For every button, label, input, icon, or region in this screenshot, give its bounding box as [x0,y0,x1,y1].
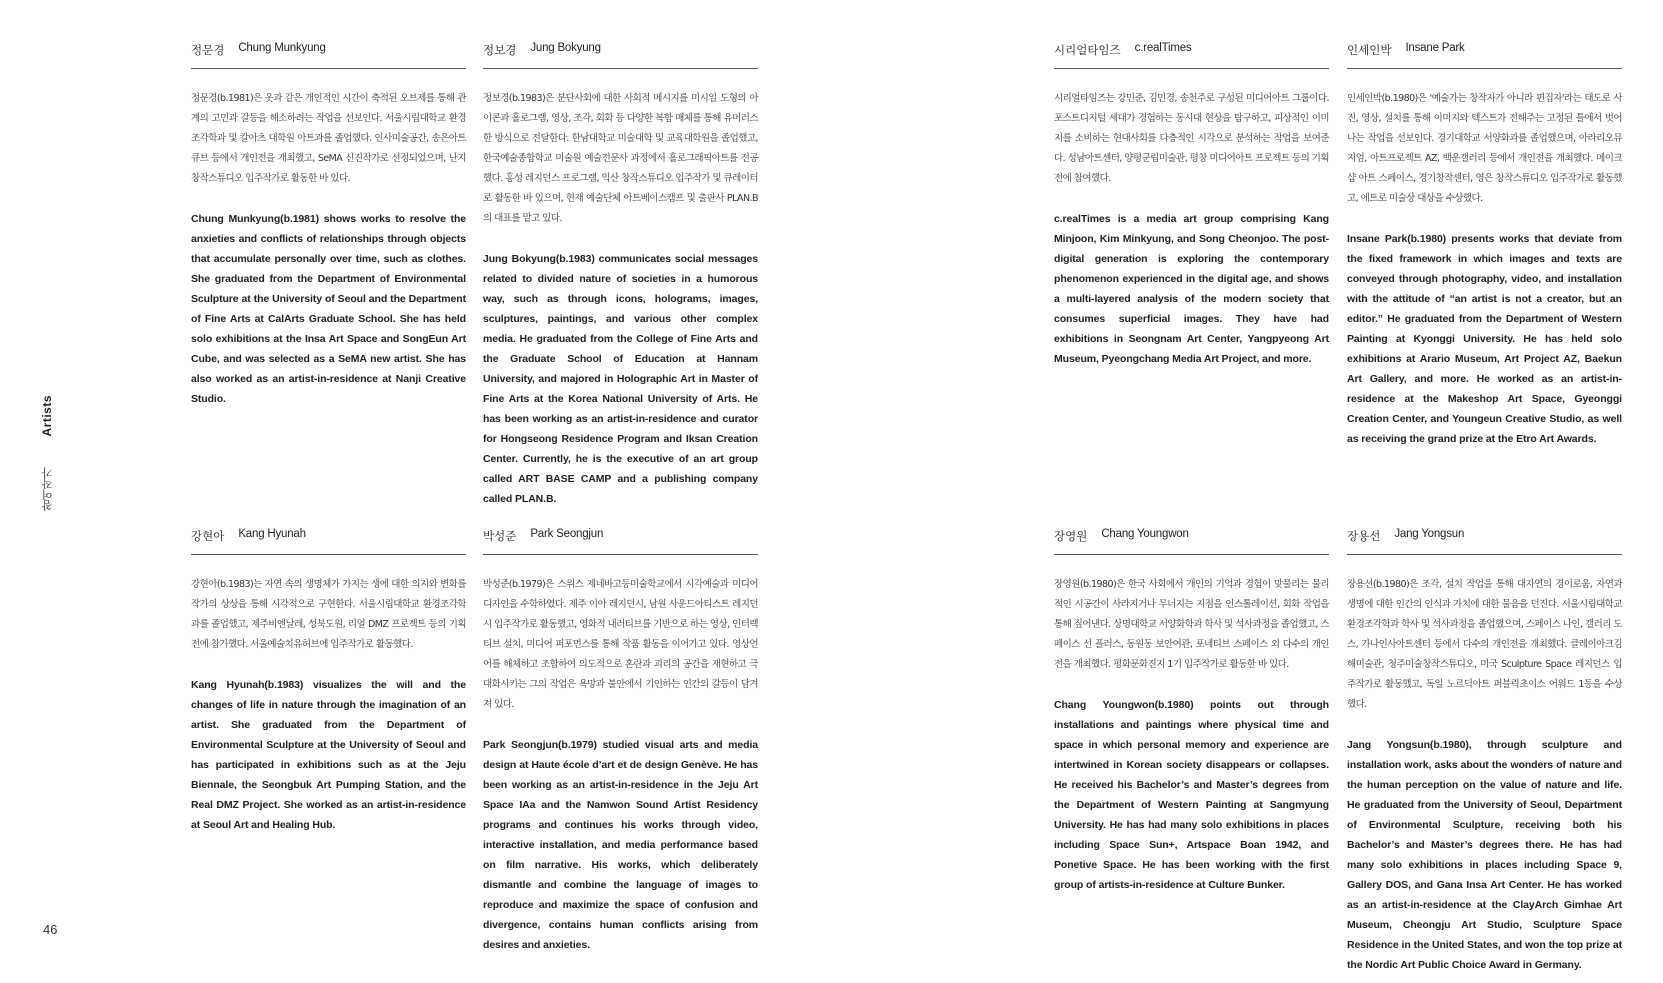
artist-bio-en: c.realTimes is a media art group comprising Kang Minjoon, Kim Minkyung, and Song Cheonjoo. The post-digital generation is exploring the contemporary phenomenon experienced in the digital age, and shows a multi-layered analysis of the modern society that consumes superficial images. They have had exhibitions in Seongnam Art Center, Yangpyeong Art Museum, Pyeongchang Media Art Project, and more. [1054,213,1329,365]
section-title-en: Artists [40,395,54,437]
artist-bio-ko: 장영원(b.1980)은 한국 사회에서 개인의 기억과 경험이 맞물리는 물리적인 시공간이 사라지거나 무너지는 지점을 인스톨레이션, 회화 작업을 통해 짚어낸다. 상명대학교 서양화학과 학사 및 석사과정을 졸업했고, 스페이스 선 플러스, 동원동 보안여관, 포네티브 스페이스 외 다수의 개인전을 개최했다. 평화문화진지 1기 입주작가로 활동한 바 있다. [1054,579,1329,670]
artist-name-ko: 장영원 [1054,529,1088,543]
artist-bio-en: Jang Yongsun(b.1980), through sculpture and installation work, asks about the wonders of nature and the human perception on the value of nature and life. He graduated from the University of Seoul, Department of Environmental Sculpture, receiving both his Bachelor’s and Master’s degrees there. He has had many solo exhibitions in places including Space 9, Gallery DOS, and Gana Insa Art Center. He has worked as an artist-in-residence at the ClayArch Gimhae Art Museum, Cheongju Art Studio, Sculpture Space Residence in the United States, and won the top prize at the Nordic Art Public Choice Award in Germany. [1347,739,1622,971]
artist-bio-ko: 정문경(b.1981)은 옷과 같은 개인적인 시간이 축적된 오브제를 통해 관계의 고민과 갈등을 해소하려는 작업을 선보인다. 서울시립대학교 환경조각학과 및 칼아츠 대학원 아트과를 졸업했다. 인사미술공간, 송은아트큐브 등에서 개인전을 개최했고, SeMA 신진작가로 선정되었으며, 난지창작스튜디오 입주작가로 활동한 바 있다. [191,93,466,184]
artist-name-ko: 인세인박 [1347,43,1392,57]
artist-heading [1347,42,1622,69]
artist-name-ko: 정문경 [191,43,225,57]
artist-name-en: Chung Munkyung [238,42,326,54]
artist-name-en: c.realTimes [1134,42,1192,54]
artist-name-en: Chang Youngwon [1101,528,1189,540]
artist-name-en: Park Seongjun [530,528,604,540]
artist-entry-kang-hyunah [191,528,466,835]
artist-entry-park-seongjun [483,528,758,955]
section-title-ko: 참여작가 [42,467,54,511]
artist-heading [483,528,758,555]
artist-bio-ko: 인세인박(b.1980)은 '예술가는 창작자가 아니라 편집자'라는 태도로 사진, 영상, 설치를 통해 이미지와 텍스트가 전해주는 고정된 틀에서 벗어나는 작업을 선보인다. 경기대학교 서양화과를 졸업했으며, 아라리오뮤지엄, 아트프로젝트 AZ, 백운갤러리 등에서 개인전을 개최했다. 메이크샵 아트 스페이스, 경기창작센터, 영은 창작스튜디오 입주작가로 활동했고, 에트로 미술상 대상을 수상했다. [1347,93,1622,204]
artist-name-ko: 정보경 [483,43,517,57]
artist-bio-en: Jung Bokyung(b.1983) communicates social messages related to divided nature of societies in a humorous way, such as through icons, holograms, images, sculptures, paintings, and various other complex media. He graduated from the College of Fine Arts and the Graduate School of Education at Hannam University, and majored in Holographic Art in Master of Fine Arts at the Korea National University of Arts. He has been working as an artist-in-residence and curator for Hongseong Residence Program and Iksan Creation Center. Currently, he is the executive of an art group called ART BASE CAMP and a publishing company called PLAN.B. [483,253,758,505]
artist-bio-ko: 시리얼타임즈는 강민준, 김민경, 송천주로 구성된 미디어아트 그룹이다. 포스트디지털 세대가 경험하는 동시대 현상을 탐구하고, 피상적인 이미지를 소비하는 현대사회를 다층적인 시각으로 분석하는 작업을 보여준다. 성남아트센터, 양평군립미술관, 평창 미디어아트 프로젝트 등의 기획전에 참여했다. [1054,93,1329,184]
artist-name-ko: 장용선 [1347,529,1381,543]
artist-entry-chang-youngwon [1054,528,1329,895]
page-number: 46 [43,922,58,937]
artist-name-ko: 시리얼타임즈 [1054,43,1121,57]
artist-bio-ko: 장용선(b.1980)은 조각, 설치 작업을 통해 대자연의 경이로움, 자연과 생명에 대한 인간의 인식과 가치에 대한 물음을 던진다. 서울시립대학교 환경조각학과 학사 및 석사과정을 졸업했으며, 스페이스 나인, 갤러리 도스, 가나인사아트센터 등에서 다수의 개인전을 개최했다. 클레이아크김해미술관, 청주미술창작스튜디오, 미국 Sculpture Space 레지던스 입주작가로 활동했고, 독일 노르딕아트 퍼블릭초이스 어워드 1등을 수상했다. [1347,579,1622,710]
artist-name-en: Jang Yongsun [1394,528,1465,540]
artist-name-en: Kang Hyunah [238,528,306,540]
artist-heading [191,528,466,555]
artist-entry-jung-bokyung [483,42,758,509]
artist-name-en: Jung Bokyung [530,42,601,54]
artist-bio-en: Chung Munkyung(b.1981) shows works to resolve the anxieties and conflicts of relationships through objects that accumulate personally over time, such as clothes. She graduated from the Department of Environmental Sculpture at the University of Seoul and the Department of Fine Arts at CalArts Graduate School. She has held solo exhibitions at the Insa Art Space and SongEun Art Cube, and was selected as a SeMA new artist. She has also worked as an artist-in-residence at Nanji Creative Studio. [191,213,466,405]
artist-heading [1054,528,1329,555]
artist-entry-insane-park [1347,42,1622,449]
artist-bio-ko: 강현아(b.1983)는 자연 속의 생명체가 가지는 생에 대한 의지와 변화를 작가의 상상을 통해 시각적으로 구현한다. 서울시립대학교 환경조각학과를 졸업했고, 제주비엔날레, 성북도원, 리얼 DMZ 프로젝트 등의 기획전에 참가했다. 서울예술치유허브에 입주작가로 활동했다. [191,579,466,650]
artist-heading [1054,42,1329,69]
artist-bio-ko: 박성준(b.1979)은 스위스 제네바고등미술학교에서 시각예술과 미디어 디자인을 수학하였다. 제주 이아 레지던시, 남원 사운드아티스트 레지던시 입주작가로 활동했고, 영화적 내러티브를 기반으로 하는 영상, 인터랙티브 설치, 미디어 퍼포먼스를 통해 작품 활동을 이어가고 있다. 영상언어를 해체하고 조합하여 의도적으로 혼란과 괴리의 공간을 재현하고 극대화시키는 그의 작업은 욕망과 불안에서 기인하는 인간의 갈등이 담겨져 있다. [483,579,758,710]
artist-bio-ko: 정보경(b.1983)은 분단사회에 대한 사회적 메시지를 미시일 도형의 아이콘과 홀로그램, 영상, 조각, 회화 등 다양한 복합 매체를 통해 유머러스한 방식으로 전달한다. 한남대학교 미술대학 및 교육대학원을 졸업했고, 한국예술종합학교 미술원 예술전문사 과정에서 홀로그래픽아트를 전공했다. 홍성 레지던스 프로그램, 익산 창작스튜디오 입주작가 및 큐레이터로 활동한 바 있으며, 현재 예술단체 아트베이스캠프 및 출판사 PLAN.B의 대표를 맡고 있다. [483,93,758,224]
artist-entry-crealtimes [1054,42,1329,369]
artist-bio-en: Park Seongjun(b.1979) studied visual arts and media design at Haute école d’art et de design Genève. He has been working as an artist-in-residence in the Jeju Art Space IAa and the Namwon Sound Artist Residency programs and continues his works through video, interactive installation, and media performance based on film narrative. His works, which deliberately dismantle and combine the language of images to reproduce and maximize the space of confusion and divergence, contains human conflicts arising from desires and anxieties. [483,739,758,951]
artist-name-ko: 박성준 [483,529,517,543]
section-label [40,395,60,515]
artist-bio-en: Insane Park(b.1980) presents works that deviate from the fixed framework in which images and texts are conveyed through photography, video, and installation with the attitude of “an artist is not a creator, but an editor.” He graduated from the Department of Western Painting at Kyonggi University. He has held solo exhibitions at Arario Museum, Art Project AZ, Baekun Art Gallery, and more. He worked as an artist-in-residence at the Makeshop Art Space, Gyeonggi Creation Center, and Youngeun Creative Studio, as well as receiving the grand prize at the Etro Art Awards. [1347,233,1622,445]
artist-bio-en: Kang Hyunah(b.1983) visualizes the will and the changes of life in nature through the imagination of an artist. She graduated from the Department of Environmental Sculpture at the University of Seoul and has participated in exhibitions such as at the Jeju Biennale, the Seongbuk Art Pumping Station, and the Real DMZ Project. She worked as an artist-in-residence at Seoul Art and Healing Hub. [191,679,466,831]
artist-name-ko: 강현아 [191,529,225,543]
artist-name-en: Insane Park [1405,42,1465,54]
artist-heading [1347,528,1622,555]
artist-bio-en: Chang Youngwon(b.1980) points out through installations and paintings where physical time and space in which personal memory and experience are intertwined in Korean society disappears or collapses. He received his Bachelor’s and Master’s degrees from the Department of Western Painting at Sangmyung University. He has had many solo exhibitions in places including Space Sun+, Artspace Boan 1942, and Ponetive Space. He has been working with the first group of artists-in-residence at Culture Bunker. [1054,699,1329,891]
artist-heading [191,42,466,69]
artist-entry-jang-yongsun [1347,528,1622,975]
artist-heading [483,42,758,69]
artist-entry-chung-munkyung [191,42,466,409]
